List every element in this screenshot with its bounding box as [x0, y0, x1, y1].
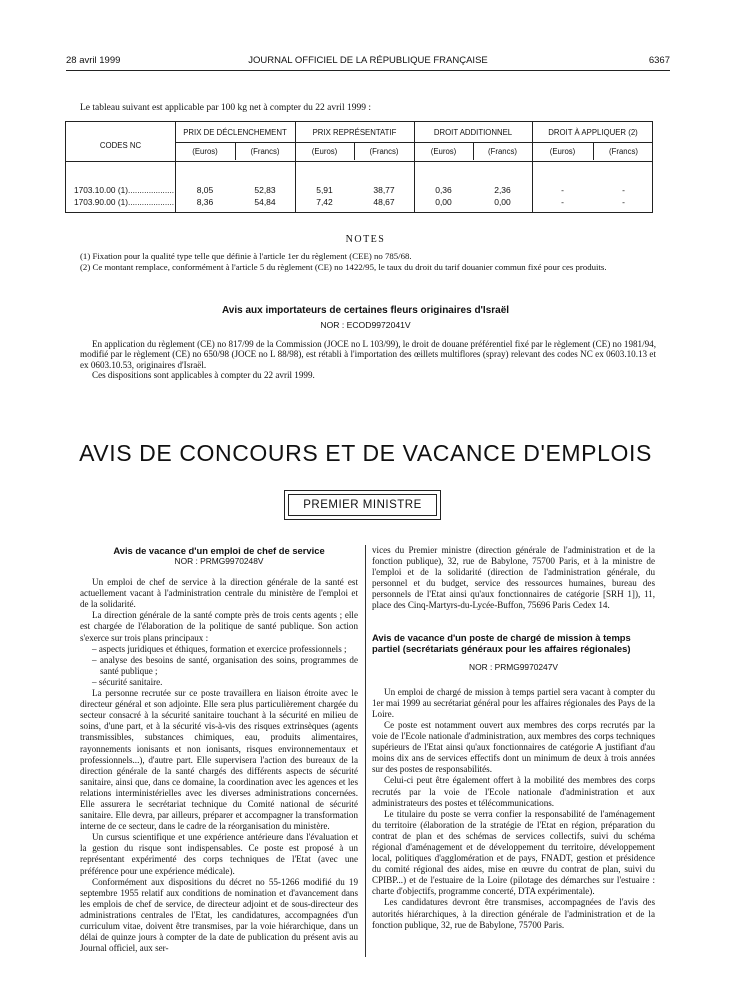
- avis-fleurs-title: Avis aux importateurs de certaines fleurs originaires d'Israël: [221, 305, 510, 316]
- table-cell: 7,42: [316, 197, 333, 207]
- paragraph: Celui-ci peut être également offert à la mobilité des membres des corps recrutés par la voie de l'Ecole nationale d'administration et aux administrateurs des postes et télécommunications.: [372, 775, 655, 808]
- unit-header: (Francs): [608, 147, 639, 156]
- table-cell: 2,36: [494, 185, 511, 195]
- right-column: [372, 545, 655, 931]
- list-item: – aspects juridiques et éthiques, formation et exercice professionnels ;: [92, 643, 347, 654]
- table-cell: 0,36: [435, 185, 452, 195]
- column-divider: [365, 545, 366, 957]
- paragraph: Un cursus scientifique et une expérience antérieure dans l'évaluation et la gestion du risque sont indispensables. Ce poste est proposé à un représentant expérimenté des corps techniques de l'Etat (avec une préférence pour une expérience médicale).: [80, 832, 358, 876]
- avis-fleurs-body: [80, 339, 656, 381]
- unit-header: (Francs): [369, 147, 399, 156]
- vacancy-title: Avis de vacance d'un poste de chargé de mission à temps partiel (secrétariats généraux pour les affaires régionales): [372, 631, 631, 654]
- bullet-list: [92, 644, 358, 688]
- list-item: – sécurité sanitaire.: [92, 676, 163, 687]
- table-cell: -: [561, 185, 564, 195]
- notes-title: NOTES: [345, 234, 386, 245]
- group-header: DROIT ADDITIONNEL: [433, 128, 513, 137]
- header-page-number: 6367: [648, 55, 670, 66]
- header-date: 28 avril 1999: [66, 55, 121, 66]
- paragraph: La personne recrutée sur ce poste travaillera en liaison étroite avec le directeur général et son adjointe. Elle sera plus particulièrement chargée du secteur consacré à la sécurité sanitaire touchant à la sécurité en milieu de soins, d'une part, et à la sécurité vis-à-vis des risques extrinsèques (agents transmissibles, substances chimiques, eau, produits alimentaires, rayonnements ionisants et non ionisants, risques environnementaux et professionnels...), d'autre part. Elle supervisera l'action des bureaux de la direction générale de la santé chargés des différents aspects de sécurité sanitaire, ainsi que, dans ce domaine, la coordination avec les agences et les relations interministérielles avec les diverses administrations concernées. Elle assurera le secrétariat technique du Comité national de sécurité sanitaire. Elle devra, par ailleurs, préparer et accompagner la transformation interne de ce secteur, dans le cadre de la réorganisation du ministère.: [80, 688, 358, 832]
- table-cell: 8,05: [196, 185, 214, 195]
- unit-header: (Francs): [487, 147, 518, 156]
- unit-header: (Euros): [311, 147, 338, 156]
- paragraph: Un emploi de chef de service à la direction générale de la santé est actuellement vacant à l'administration centrale du ministère de l'emploi et de la solidarité.: [80, 577, 358, 610]
- vacancy-title: Avis de vacance d'un emploi de chef de service: [113, 545, 325, 556]
- table-row-code: 1703.90.00 (1)....................: [74, 197, 175, 207]
- table-cell: 48,67: [373, 197, 395, 207]
- group-header: PRIX REPRÉSENTATIF: [312, 128, 397, 137]
- note-2: (2) Ce montant remplace, conformément à l'article 5 du règlement (CE) no 1422/95, le taux du droit du tarif douanier commun fixé pour ces produits.: [80, 262, 607, 272]
- header-journal-title: JOURNAL OFFICIEL DE LA RÉPUBLIQUE FRANÇAISE: [248, 55, 488, 66]
- table-intro: Le tableau suivant est applicable par 100 kg net à compter du 22 avril 1999 :: [80, 103, 371, 113]
- table-row-code: 1703.10.00 (1)....................: [74, 185, 175, 195]
- left-column: [80, 545, 358, 954]
- group-header: PRIX DE DÉCLENCHEMENT: [183, 128, 287, 137]
- header-rule: [66, 70, 670, 71]
- paragraph: vices du Premier ministre (direction générale de l'administration et de la fonction publique), 32, rue de Babylone, 75700 Paris, et à la ministre de l'emploi et de la solidarité (direction de l'administration générale, du personnel et du budget, service des ressources humaines, bureau des personnels de l'Etat ainsi qu'aux fonctionnaires de catégorie [SRH 1]), 11, place des Cinq-Martyrs-du-Lycée-Buffon, 75696 Paris Cedex 14.: [372, 545, 655, 611]
- avis-fleurs-nor: NOR : ECOD9972041V: [320, 320, 411, 330]
- vacancy-nor: NOR : PRMG9970248V: [174, 556, 264, 566]
- ministry-label: PREMIER MINISTRE: [288, 494, 437, 516]
- paragraph: Un emploi de chargé de mission à temps partiel sera vacant à compter du 1er mai 1999 au secrétariat général pour les affaires régionales des Pays de la Loire.: [372, 686, 655, 719]
- paragraph: Le titulaire du poste se verra confier la responsabilité de l'aménagement du territoire (élaboration de la stratégie de l'Etat en région, préparation du contrat de plan et des schémas de services collectifs, suivi du schéma régional d'aménagement et de développement du territoire, développement local, politiques d'agglomération et de pays, FNADT, gestion et présidence du comité régional des aides, mise en œuvre du contrat de plan, suivi du CPIBP...) et de l'estuaire de la Loire (pilotage des démarches sur l'estuaire : charte d'objectifs, programme concerté, DTA expérimentale).: [372, 808, 655, 897]
- table-cell: 0,00: [494, 197, 511, 207]
- vacancy-nor: NOR : PRMG9970247V: [469, 661, 558, 672]
- ministry-box: [284, 490, 441, 520]
- paragraph: Conformément aux dispositions du décret no 55-1266 modifié du 19 septembre 1955 relatif aux conditions de nomination et d'avancement dans les emplois de chef de service, de directeur adjoint et de sous-directeur des administrations centrales de l'Etat, les candidatures, accompagnées d'un curriculum vitae, doivent être transmises, par la voie hiérarchique, dans un délai de quinze jours à compter de la date de publication du présent avis au Journal officiel, aux ser-: [80, 876, 358, 954]
- paragraph: Ces dispositions sont applicables à compter du 22 avril 1999.: [92, 370, 315, 381]
- tariff-table: [65, 121, 653, 213]
- table-cell: 5,91: [316, 185, 333, 195]
- table-cell: -: [622, 197, 625, 207]
- page-header: [66, 55, 670, 69]
- section-title: AVIS DE CONCOURS ET DE VACANCE D'EMPLOIS: [79, 440, 652, 466]
- table-cell: 38,77: [373, 185, 395, 195]
- paragraph: Ce poste est notamment ouvert aux membres des corps recrutés par la voie de l'Ecole nationale d'administration, aux membres des corps techniques supérieurs de l'Etat ainsi qu'aux fonctionnaires de catégorie A justifiant d'au moins dix ans de services effectifs dont un minimum de deux à trois années sur des postes de responsabilités.: [372, 719, 655, 775]
- paragraph: Les candidatures devront être transmises, accompagnées de l'avis des autorités hiérarchiques, à la direction générale de l'administration et de la fonction publique, 32, rue de Babylone, 75700 Paris.: [372, 897, 655, 930]
- unit-header: (Euros): [430, 147, 457, 156]
- table-cell: 8,36: [196, 197, 214, 207]
- list-item: – analyse des besoins de santé, organisation des soins, programmes de santé publique ;: [92, 654, 358, 676]
- unit-header: (Euros): [192, 147, 218, 156]
- table-cell: -: [622, 185, 625, 195]
- table-cell: 54,84: [254, 197, 276, 207]
- table-cell: -: [561, 197, 564, 207]
- table-cell: 52,83: [254, 185, 276, 195]
- paragraph: En application du règlement (CE) no 817/99 de la Commission (JOCE no L 103/99), le droit de douane préférentiel fixé par le règlement (CE) no 1981/94, modifié par le règlement (CE) no 650/98 (JOCE no L 88/98), est rétabli à l'importation des œillets multiflores (spray) relevant des codes NC ex 0603.10.13 et ex 0603.10.53, originaires d'Israël.: [80, 339, 656, 370]
- group-header: DROIT À APPLIQUER (2): [548, 128, 638, 137]
- unit-header: (Euros): [549, 147, 576, 156]
- paragraph: La direction générale de la santé compte près de trois cents agents ; elle est chargée de l'élaboration de la politique de santé publique. Son action s'exerce sur trois plans principaux :: [80, 610, 358, 643]
- table-cell: 0,00: [435, 197, 452, 207]
- note-1: (1) Fixation pour la qualité type telle que définie à l'article 1er du règlement (CEE) no 785/68.: [80, 251, 412, 261]
- codes-nc-header: CODES NC: [99, 141, 142, 150]
- unit-header: (Francs): [250, 147, 280, 156]
